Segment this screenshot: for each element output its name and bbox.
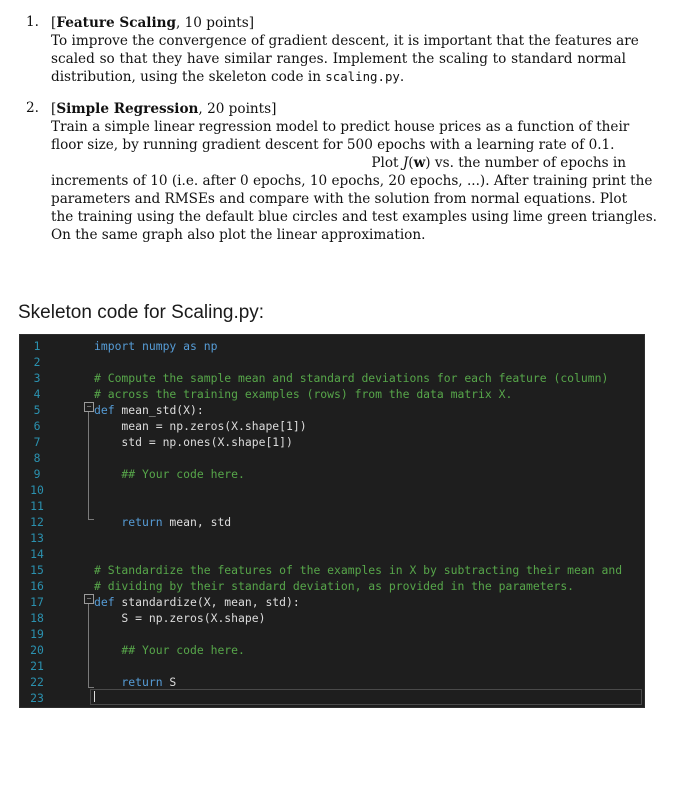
- code-line[interactable]: [20, 594, 644, 610]
- problem-text-line: parameters and RMSEs and compare with the solution from normal equations. Plot: [51, 191, 628, 207]
- code-text: [94, 610, 265, 626]
- code-line[interactable]: [20, 418, 644, 434]
- code-comment: # across the training examples (rows) from the data matrix X.: [94, 387, 513, 401]
- code-line[interactable]: [20, 370, 644, 386]
- problem-header: [Feature Scaling, 10 points]: [51, 15, 255, 31]
- code-token: standardize(X, mean, std):: [114, 595, 300, 609]
- code-keyword: import numpy as np: [94, 339, 218, 353]
- code-text: [94, 338, 217, 354]
- problem-points: , 20 points: [198, 101, 272, 117]
- current-line-highlight: [90, 689, 642, 705]
- filename: scaling.py: [325, 69, 400, 84]
- line-number: 9: [33, 467, 41, 481]
- code-keyword: return: [94, 675, 163, 689]
- problem-header: [Simple Regression, 20 points]: [51, 101, 277, 117]
- code-text: [94, 466, 245, 482]
- fold-guide: [88, 604, 89, 687]
- code-text: [94, 434, 293, 450]
- code-line[interactable]: [20, 658, 644, 674]
- code-text: [94, 418, 307, 434]
- code-comment: ## Your code here.: [94, 643, 245, 657]
- problem-text-line: To improve the convergence of gradient descent, it is important that the features are: [51, 33, 639, 49]
- line-number: 6: [33, 419, 41, 433]
- problem-text-line: Plot J(w) vs. the number of epochs in: [371, 155, 626, 171]
- code-line[interactable]: [20, 562, 644, 578]
- fold-guide: [88, 412, 89, 519]
- line-number: 1: [33, 339, 41, 353]
- code-line[interactable]: [20, 354, 644, 370]
- code-comment: ## Your code here.: [94, 467, 245, 481]
- code-comment: # Compute the sample mean and standard deviations for each feature (column): [94, 371, 609, 385]
- line-number: 19: [30, 627, 44, 641]
- problem-points: , 10 points: [176, 15, 249, 31]
- code-line[interactable]: [20, 514, 644, 530]
- code-line[interactable]: [20, 546, 644, 562]
- math-w: w: [413, 155, 426, 171]
- code-line[interactable]: [20, 482, 644, 498]
- code-token: S = np.zeros(X.shape): [94, 611, 266, 625]
- code-line[interactable]: [20, 450, 644, 466]
- line-number: 7: [33, 435, 41, 449]
- problem-1: [26, 14, 639, 86]
- code-line[interactable]: [20, 578, 644, 594]
- code-keyword: return: [94, 515, 163, 529]
- line-number: 10: [30, 483, 44, 497]
- problem-number: 1.: [26, 14, 39, 30]
- code-text: [94, 594, 300, 610]
- code-keyword: def: [94, 595, 115, 609]
- code-token: mean_std(X):: [114, 403, 204, 417]
- problem-list: [26, 14, 657, 244]
- code-comment: # Standardize the features of the examples in X by subtracting their mean and: [94, 563, 623, 577]
- math-J: J: [402, 155, 409, 171]
- code-text: [94, 370, 608, 386]
- line-number: 4: [33, 387, 41, 401]
- code-text: [94, 578, 574, 594]
- text-caret: [94, 691, 95, 702]
- line-number: 8: [33, 451, 41, 465]
- code-line[interactable]: [20, 402, 644, 418]
- code-line[interactable]: [20, 674, 644, 690]
- problem-2: [26, 100, 657, 244]
- problem-text-line: scaled so that they have similar ranges. Implement the scaling to standard normal: [51, 51, 626, 67]
- code-editor[interactable]: [19, 334, 645, 708]
- line-number: 22: [30, 675, 44, 689]
- line-number: 16: [30, 579, 44, 593]
- code-text: [94, 514, 231, 530]
- problem-text-line: increments of 10 (i.e. after 0 epochs, 10 epochs, 20 epochs, ...). After training print the: [51, 173, 653, 189]
- line-number: 5: [33, 403, 41, 417]
- code-text: [94, 642, 245, 658]
- code-line[interactable]: [20, 530, 644, 546]
- problem-text-line: Train a simple linear regression model to predict house prices as a function of their: [51, 119, 630, 135]
- code-line[interactable]: [20, 498, 644, 514]
- code-line[interactable]: [20, 466, 644, 482]
- code-line[interactable]: [20, 610, 644, 626]
- line-number: 11: [30, 499, 44, 513]
- problem-text-line: floor size, by running gradient descent for 500 epochs with a learning rate of 0.1.: [51, 137, 615, 153]
- problem-title: Feature Scaling: [56, 15, 177, 31]
- line-number: 15: [30, 563, 44, 577]
- line-number: 14: [30, 547, 44, 561]
- code-text: [94, 674, 176, 690]
- code-token: mean = np.zeros(X.shape[1]): [94, 419, 307, 433]
- code-text: [94, 386, 512, 402]
- line-number: 21: [30, 659, 44, 673]
- code-line[interactable]: [20, 626, 644, 642]
- code-token: mean, std: [162, 515, 232, 529]
- line-number: 20: [30, 643, 44, 657]
- line-number: 3: [33, 371, 41, 385]
- fold-guide-end: [88, 519, 94, 520]
- problem-text-line: the training using the default blue circles and test examples using lime green triangles.: [51, 209, 657, 225]
- code-line[interactable]: [20, 642, 644, 658]
- problem-number: 2.: [26, 100, 39, 116]
- line-number: 23: [30, 691, 44, 705]
- code-comment: # dividing by their standard deviation, as provided in the parameters.: [94, 579, 575, 593]
- code-keyword: def: [94, 403, 115, 417]
- line-number: 13: [30, 531, 44, 545]
- line-number: 18: [30, 611, 44, 625]
- problem-text-line: distribution, using the skeleton code in scaling.py.: [51, 69, 405, 85]
- fold-guide-end: [88, 687, 94, 688]
- skeleton-heading: Skeleton code for Scaling.py:: [18, 302, 265, 323]
- fold-toggle-icon[interactable]: −: [84, 402, 94, 412]
- code-line[interactable]: [20, 434, 644, 450]
- code-text: [94, 402, 204, 418]
- code-token: std = np.ones(X.shape[1]): [94, 435, 293, 449]
- code-text: [94, 562, 622, 578]
- line-number: 2: [33, 355, 41, 369]
- line-number: 17: [30, 595, 44, 609]
- code-token: S: [162, 675, 177, 689]
- fold-toggle-icon[interactable]: −: [84, 594, 94, 604]
- problem-text-line: On the same graph also plot the linear approximation.: [51, 227, 426, 243]
- code-line[interactable]: [20, 338, 644, 354]
- line-number: 12: [30, 515, 44, 529]
- code-line[interactable]: [20, 386, 644, 402]
- problem-title: Simple Regression: [56, 101, 199, 117]
